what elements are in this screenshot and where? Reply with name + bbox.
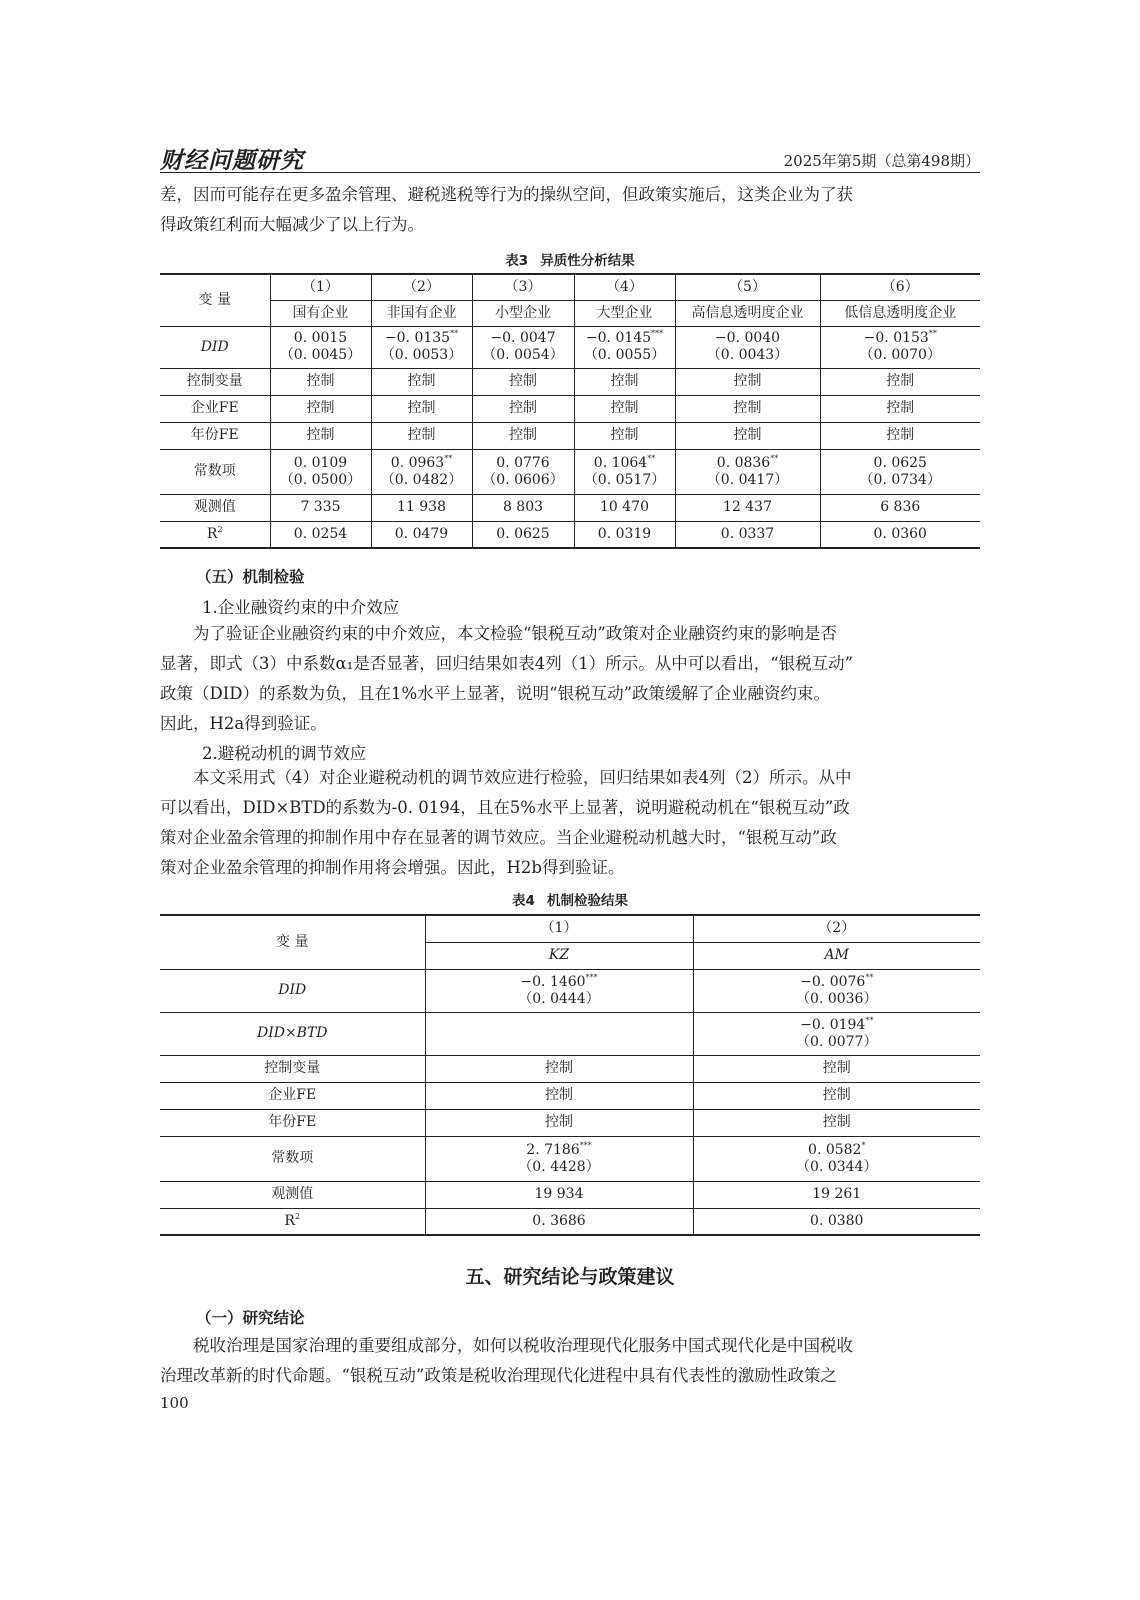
sub2-line: 可以看出，DID×BTD的系数为-0. 0194，且在5%水平上显著，说明避税动机在“银税互动”政: [160, 798, 850, 817]
running-header: [160, 142, 980, 173]
intro-line-1: 差，因而可能存在更多盈余管理、避税逃税等行为的操纵空间，但政策实施后，这类企业为了获: [160, 185, 853, 204]
table3-did-cell: −0. 0153** （0. 0070）: [820, 326, 980, 368]
subsection-heading-2: 2.避税动机的调节效应: [202, 744, 367, 763]
table4-r2-label: $R^2$: [160, 1208, 425, 1235]
table4-obs-label: 观测值: [160, 1181, 425, 1208]
table3-cell: 控制: [270, 368, 371, 395]
table3-colname-2: 非国有企业: [371, 300, 472, 326]
table4-row-const: [160, 1136, 980, 1181]
table4-did-cell: −0. 0076** （0. 0036）: [693, 969, 980, 1012]
table3-obs-label: 观测值: [160, 494, 270, 521]
table3-const-cell: 0. 0776 （0. 0606）: [472, 449, 574, 494]
table4-var-header: 变 量: [160, 915, 425, 969]
table4-cell: 控制: [693, 1109, 980, 1136]
table4-colnum-1: （1）: [425, 915, 693, 942]
table4-const-cell: 2. 7186*** （0. 4428）: [425, 1136, 693, 1181]
table3-const-cell: 0. 1064** （0. 0517）: [574, 449, 675, 494]
table3-cell: 控制: [472, 395, 574, 422]
table3-row-did: [160, 326, 980, 368]
table3-row-controls: [160, 368, 980, 395]
table3-did-label: DID: [160, 326, 270, 368]
table4-did-label: DID: [160, 969, 425, 1012]
subsection-heading-1: 1.企业融资约束的中介效应: [202, 598, 400, 617]
table3-row-firm-fe: [160, 395, 980, 422]
table3-r2-label: $R^2$: [160, 521, 270, 548]
table3-title: 异质性分析结果: [540, 253, 635, 269]
table4: [160, 914, 980, 1236]
table3-cell: 0. 0479: [371, 521, 472, 548]
table4-const-label: 常数项: [160, 1136, 425, 1181]
table3-cell: 控制: [574, 422, 675, 449]
table4-row-label: 控制变量: [160, 1055, 425, 1082]
table3-cell: 控制: [675, 368, 820, 395]
table4-cell: 0. 3686: [425, 1208, 693, 1235]
table4-cell: 19 261: [693, 1181, 980, 1208]
table4-row-label: 年份FE: [160, 1109, 425, 1136]
table3-var-header: 变 量: [160, 274, 270, 326]
table4-row-obs: [160, 1181, 980, 1208]
table3-cell: 控制: [371, 395, 472, 422]
conclusion-paragraph: [160, 1331, 980, 1391]
table3-cell: 11 938: [371, 494, 472, 521]
intro-line-2: 得政策红利而大幅减少了以上行为。: [160, 215, 424, 234]
table3-row-label: 企业FE: [160, 395, 270, 422]
table4-cell: 控制: [693, 1055, 980, 1082]
conc-line: 税收治理是国家治理的重要组成部分，如何以税收治理现代化服务中国式现代化是中国税收: [193, 1336, 853, 1355]
table3-cell: 0. 0254: [270, 521, 371, 548]
table3-const-label: 常数项: [160, 449, 270, 494]
table3-cell: 7 335: [270, 494, 371, 521]
table3-cell: 控制: [820, 422, 980, 449]
table4-cell: 控制: [425, 1109, 693, 1136]
table3-cell: 控制: [270, 395, 371, 422]
paper-page: [160, 0, 980, 1600]
table4-row-didbtd: [160, 1012, 980, 1055]
journal-logo: 财经问题研究: [160, 147, 304, 174]
sub2-line: 策对企业盈余管理的抑制作用将会增强。因此，H2b得到验证。: [160, 858, 625, 877]
table4-caption: [160, 889, 980, 909]
table3-row-label: 年份FE: [160, 422, 270, 449]
table3-colname-4: 大型企业: [574, 300, 675, 326]
sub1-line: 因此，H2a得到验证。: [160, 714, 327, 733]
table3-colname-6: 低信息透明度企业: [820, 300, 980, 326]
table3-cell: 10 470: [574, 494, 675, 521]
table3-cell: 控制: [270, 422, 371, 449]
table4-cell: 控制: [425, 1055, 693, 1082]
table4-row-controls: [160, 1055, 980, 1082]
table3-cell: 控制: [371, 422, 472, 449]
table4-row-label: 企业FE: [160, 1082, 425, 1109]
table3-colnum-1: （1）: [270, 274, 371, 300]
table3-row-label: 控制变量: [160, 368, 270, 395]
sub1-line: 显著，即式（3）中系数α₁是否显著，回归结果如表4列（1）所示。从中可以看出，“银税互动”: [160, 654, 854, 673]
table3-cell: 8 803: [472, 494, 574, 521]
table4-label: 表4: [512, 893, 535, 909]
table3-const-cell: 0. 0625 （0. 0734）: [820, 449, 980, 494]
table3-label: 表3: [505, 253, 529, 269]
table3-cell: 0. 0625: [472, 521, 574, 548]
table3-colnum-6: （6）: [820, 274, 980, 300]
sub1-line: 为了验证企业融资约束的中介效应，本文检验“银税互动”政策对企业融资约束的影响是否: [193, 624, 837, 643]
table3: [160, 273, 980, 549]
table4-title: 机制检验结果: [546, 893, 628, 909]
table4-const-cell: 0. 0582* （0. 0344）: [693, 1136, 980, 1181]
table3-cell: 0. 0319: [574, 521, 675, 548]
table3-const-cell: 0. 0109 （0. 0500）: [270, 449, 371, 494]
table3-cell: 控制: [820, 368, 980, 395]
conclusion-heading: （一）研究结论: [196, 1309, 305, 1327]
table4-didbtd-cell: −0. 0194** （0. 0077）: [693, 1012, 980, 1055]
table3-cell: 0. 0337: [675, 521, 820, 548]
table3-colname-3: 小型企业: [472, 300, 574, 326]
table3-cell: 控制: [675, 422, 820, 449]
table4-row-did: [160, 969, 980, 1012]
table3-cell: 控制: [820, 395, 980, 422]
sub2-line: 本文采用式（4）对企业避税动机的调节效应进行检验，回归结果如表4列（2）所示。从中: [193, 768, 852, 787]
table4-cell: 控制: [425, 1082, 693, 1109]
sub1-line: 政策（DID）的系数为负，且在1%水平上显著，说明“银税互动”政策缓解了企业融资约束。: [160, 684, 831, 703]
table4-colname-1: KZ: [425, 942, 693, 969]
table4-cell: 19 934: [425, 1181, 693, 1208]
table3-row-r2: [160, 521, 980, 548]
table3-cell: 6 836: [820, 494, 980, 521]
chapter-heading: 五、研究结论与政策建议: [465, 1266, 675, 1288]
table4-cell: 0. 0380: [693, 1208, 980, 1235]
table3-caption: [160, 249, 980, 269]
table4-row-r2: [160, 1208, 980, 1235]
section-heading: （五）机制检验: [196, 568, 305, 586]
table3-cell: 控制: [472, 368, 574, 395]
table4-row-year-fe: [160, 1109, 980, 1136]
table3-did-cell: −0. 0135** （0. 0053）: [371, 326, 472, 368]
table3-did-cell: −0. 0145*** （0. 0055）: [574, 326, 675, 368]
table3-colnum-2: （2）: [371, 274, 472, 300]
intro-paragraph: [160, 180, 980, 240]
table3-cell: 控制: [574, 395, 675, 422]
conc-line: 治理改革新的时代命题。“银税互动”政策是税收治理现代化进程中具有代表性的激励性政策之: [160, 1366, 837, 1385]
sub2-line: 策对企业盈余管理的抑制作用中存在显著的调节效应。当企业避税动机越大时，“银税互动”政: [160, 828, 837, 847]
table3-row-const: [160, 449, 980, 494]
table4-empty-cell: [425, 1012, 693, 1055]
sub2-paragraph: [160, 763, 980, 883]
table3-did-cell: −0. 0047 （0. 0054）: [472, 326, 574, 368]
table4-cell: 控制: [693, 1082, 980, 1109]
table4-colnum-2: （2）: [693, 915, 980, 942]
table3-cell: 控制: [574, 368, 675, 395]
table4-did-cell: −0. 1460*** （0. 0444）: [425, 969, 693, 1012]
table3-colnum-5: （5）: [675, 274, 820, 300]
table3-cell: 0. 0360: [820, 521, 980, 548]
table3-row-obs: [160, 494, 980, 521]
table3-cell: 控制: [675, 395, 820, 422]
issue-info: 2025年第5期（总第498期）: [783, 152, 980, 170]
table3-const-cell: 0. 0836** （0. 0417）: [675, 449, 820, 494]
sub1-paragraph: [160, 619, 980, 739]
table3-colnum-4: （4）: [574, 274, 675, 300]
page-number: 100: [160, 1394, 189, 1412]
table3-did-cell: 0. 0015 （0. 0045）: [270, 326, 371, 368]
table3-cell: 12 437: [675, 494, 820, 521]
table3-cell: 控制: [371, 368, 472, 395]
table3-cell: 控制: [472, 422, 574, 449]
table4-colname-2: AM: [693, 942, 980, 969]
table3-colname-5: 高信息透明度企业: [675, 300, 820, 326]
table3-row-year-fe: [160, 422, 980, 449]
table3-colnum-3: （3）: [472, 274, 574, 300]
table4-row-firm-fe: [160, 1082, 980, 1109]
table3-colname-1: 国有企业: [270, 300, 371, 326]
table4-didbtd-label: DID×BTD: [160, 1012, 425, 1055]
table3-const-cell: 0. 0963** （0. 0482）: [371, 449, 472, 494]
table3-did-cell: −0. 0040 （0. 0043）: [675, 326, 820, 368]
